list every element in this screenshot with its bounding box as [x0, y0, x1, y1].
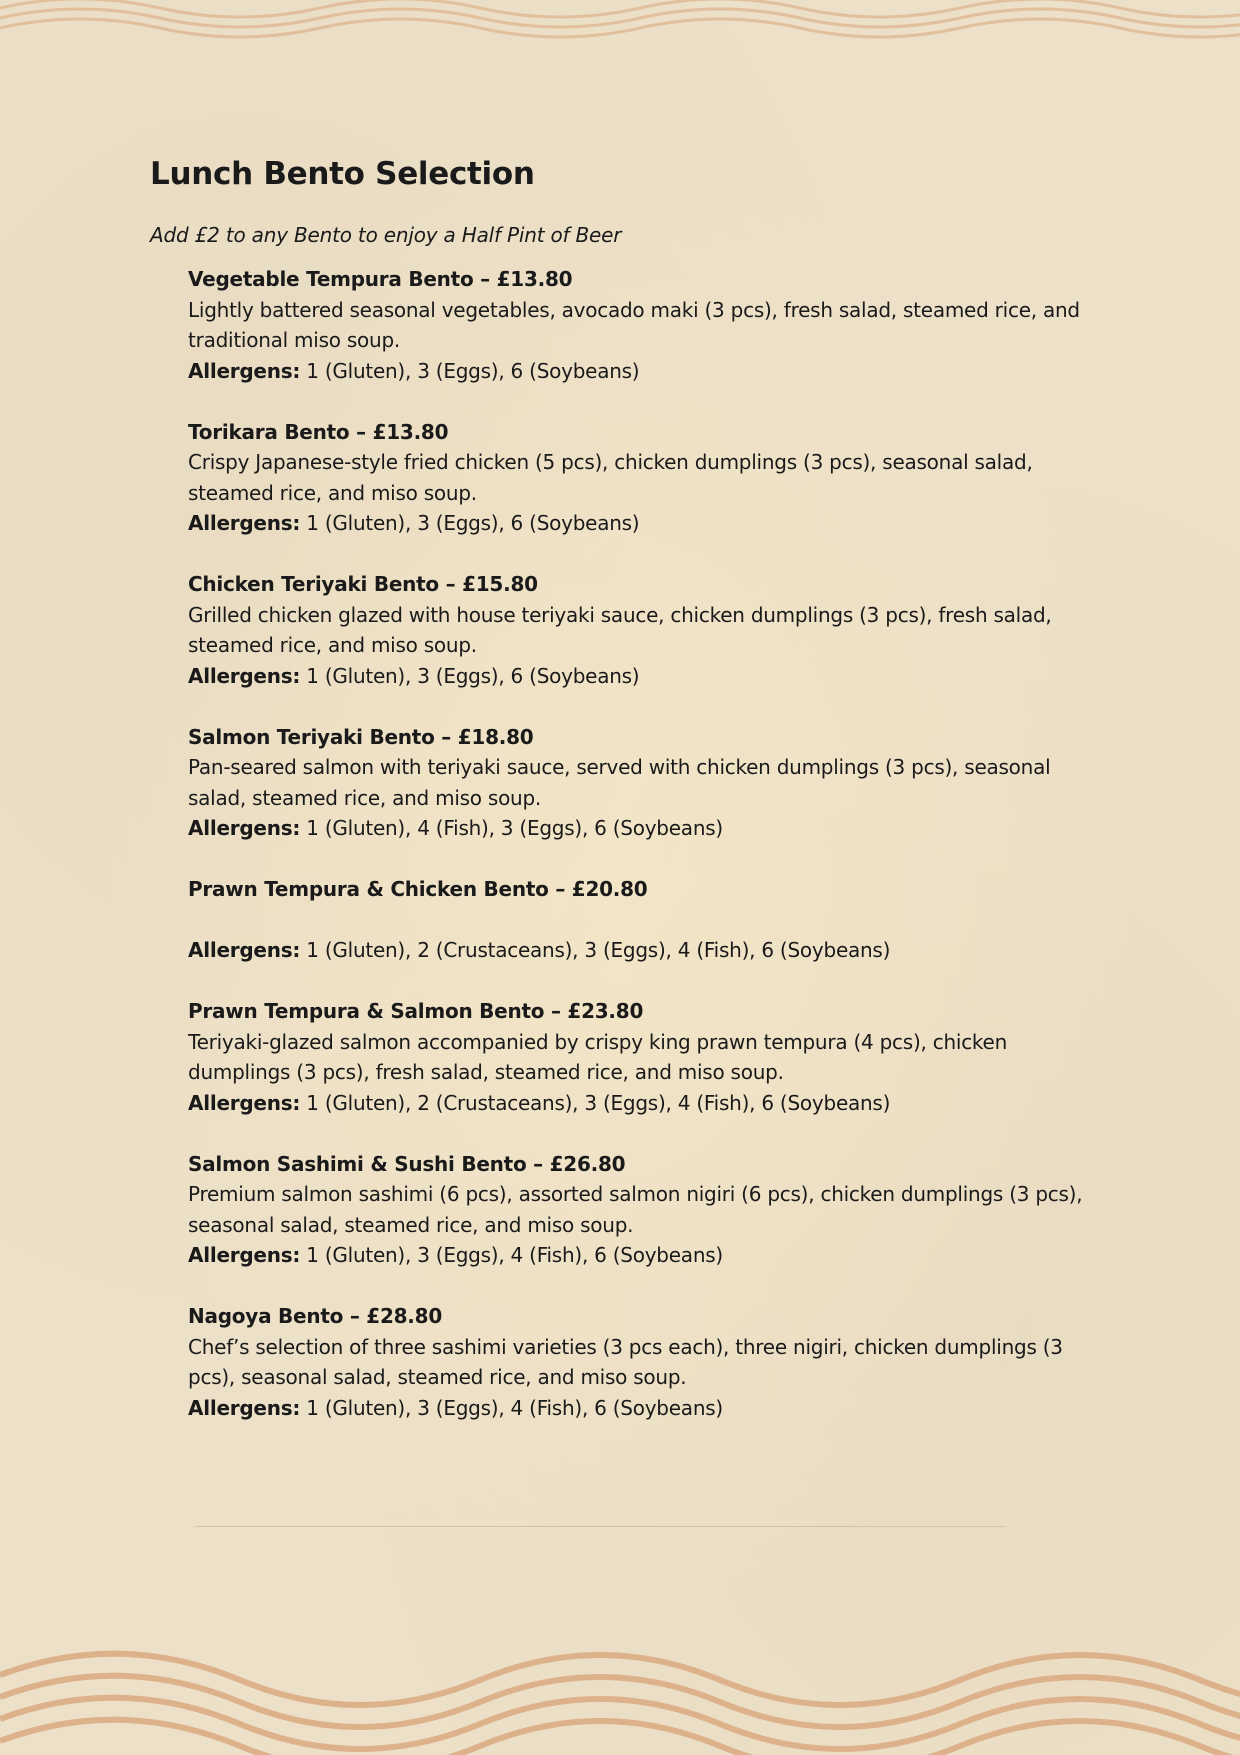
- allergens-values: 1 (Gluten), 4 (Fish), 3 (Eggs), 6 (Soybeans): [300, 816, 723, 840]
- allergens-label: Allergens:: [188, 358, 301, 383]
- menu-items-list: [150, 264, 1100, 1423]
- menu-item-name: Salmon Sashimi & Sushi Bento – £26.80: [188, 1151, 626, 1176]
- menu-item: [188, 996, 1100, 1118]
- menu-item-allergens: [188, 356, 1100, 387]
- menu-item: [188, 1301, 1100, 1423]
- beer-offer-note: Add £2 to any Bento to enjoy a Half Pint of Beer: [150, 223, 622, 247]
- allergens-label: Allergens:: [188, 1243, 301, 1267]
- menu-item-name: Torikara Bento – £13.80: [188, 419, 449, 444]
- menu-item-allergens: [188, 1088, 1100, 1119]
- menu-item-description: Pan-seared salmon with teriyaki sauce, served with chicken dumplings (3 pcs), seasonal salad, steamed rice, and miso soup.: [188, 755, 1051, 810]
- allergens-values: 1 (Gluten), 3 (Eggs), 4 (Fish), 6 (Soybeans): [300, 1395, 723, 1420]
- menu-item-description: Teriyaki-glazed salmon accompanied by crispy king prawn tempura (4 pcs), chicken dumplings (3 pcs), fresh salad, steamed rice, and miso soup.: [188, 1029, 1008, 1084]
- menu-item-description: Grilled chicken glazed with house teriyaki sauce, chicken dumplings (3 pcs), fresh salad, steamed rice, and miso soup.: [188, 602, 1052, 657]
- allergens-values: 1 (Gluten), 3 (Eggs), 6 (Soybeans): [300, 663, 640, 688]
- allergens-label: Allergens:: [188, 511, 301, 535]
- menu-item-allergens: [188, 1393, 1100, 1424]
- allergens-values: 1 (Gluten), 3 (Eggs), 6 (Soybeans): [300, 358, 640, 383]
- menu-item-name: Chicken Teriyaki Bento – £15.80: [188, 572, 538, 596]
- menu-item: [188, 874, 1100, 966]
- menu-item-name: Prawn Tempura & Salmon Bento – £23.80: [188, 999, 644, 1023]
- allergens-label: Allergens:: [188, 1090, 301, 1115]
- menu-item-allergens: [188, 935, 1100, 966]
- allergens-label: Allergens:: [188, 663, 301, 688]
- top-wave-decoration: [0, 0, 1240, 60]
- menu-item-description: [188, 905, 1100, 936]
- menu-item-allergens: [188, 813, 1100, 844]
- menu-item: [188, 722, 1100, 844]
- menu-item-description: Chef’s selection of three sashimi varieties (3 pcs each), three nigiri, chicken dumplings (3 pcs), seasonal salad, steamed rice, and miso soup.: [188, 1334, 1063, 1389]
- menu-item-description: Lightly battered seasonal vegetables, avocado maki (3 pcs), fresh salad, steamed rice, and traditional miso soup.: [188, 297, 1080, 352]
- menu-item-description: Premium salmon sashimi (6 pcs), assorted salmon nigiri (6 pcs), chicken dumplings (3 pcs), seasonal salad, steamed rice, and miso soup.: [188, 1182, 1083, 1237]
- menu-item-name: Nagoya Bento – £28.80: [188, 1304, 442, 1328]
- menu-item-name: Vegetable Tempura Bento – £13.80: [188, 267, 573, 291]
- bottom-wave-decoration: [0, 1635, 1240, 1755]
- allergens-values: 1 (Gluten), 3 (Eggs), 4 (Fish), 6 (Soybeans): [300, 1243, 723, 1267]
- footer-divider: [195, 1526, 1005, 1527]
- allergens-label: Allergens:: [188, 938, 301, 962]
- allergens-values: 1 (Gluten), 3 (Eggs), 6 (Soybeans): [300, 511, 640, 535]
- menu-item-allergens: [188, 661, 1100, 692]
- menu-item-allergens: [188, 1240, 1100, 1271]
- allergens-values: 1 (Gluten), 2 (Crustaceans), 3 (Eggs), 4 (Fish), 6 (Soybeans): [300, 938, 891, 962]
- page-title: Lunch Bento Selection: [150, 156, 535, 192]
- menu-page: [150, 150, 1100, 1454]
- menu-item: [188, 569, 1100, 691]
- menu-item: [188, 264, 1100, 386]
- menu-item-description: Crispy Japanese-style fried chicken (5 pcs), chicken dumplings (3 pcs), seasonal salad, steamed rice, and miso soup.: [188, 450, 1033, 505]
- allergens-label: Allergens:: [188, 1395, 301, 1420]
- allergens-values: 1 (Gluten), 2 (Crustaceans), 3 (Eggs), 4 (Fish), 6 (Soybeans): [300, 1090, 891, 1115]
- allergens-label: Allergens:: [188, 816, 301, 840]
- menu-item-allergens: [188, 508, 1100, 539]
- menu-item-name: Salmon Teriyaki Bento – £18.80: [188, 724, 534, 749]
- menu-item-name: Prawn Tempura & Chicken Bento – £20.80: [188, 877, 648, 901]
- menu-item: [188, 417, 1100, 539]
- menu-item: [188, 1149, 1100, 1271]
